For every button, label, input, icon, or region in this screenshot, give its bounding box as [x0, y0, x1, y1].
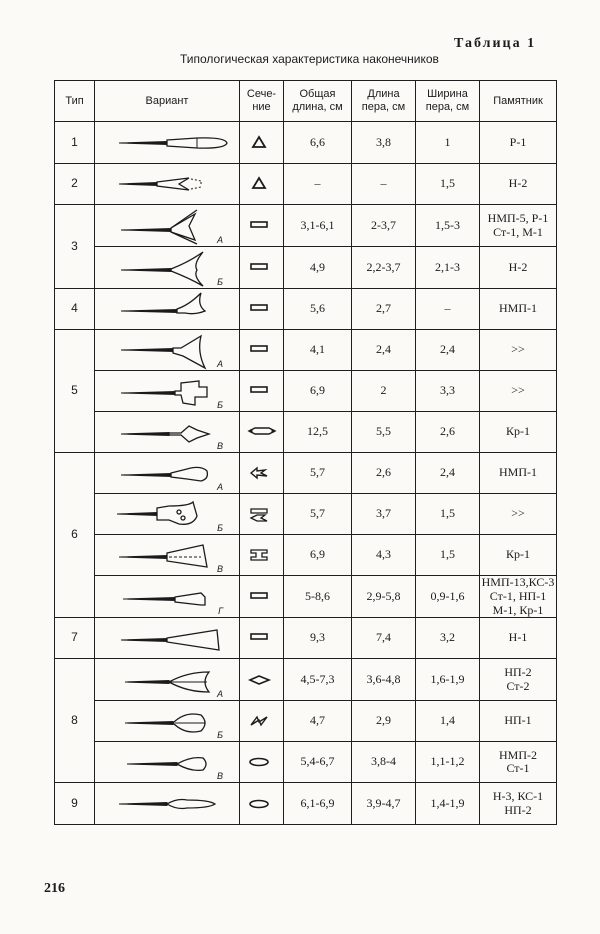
arrowhead-drawing-icon: [97, 577, 237, 617]
table-row: [55, 289, 557, 330]
monument-cell: НМП-1: [480, 289, 557, 330]
table-header-row: [55, 81, 557, 122]
type-cell: 5: [55, 330, 95, 453]
monument-cell: Н-3, КС-1 НП-2: [480, 783, 557, 825]
variant-cell: [95, 742, 240, 783]
variant-cell: [95, 122, 240, 164]
table-row: [55, 164, 557, 205]
triangle-section-icon: [247, 174, 277, 194]
blade-length-cell: 3,8: [352, 122, 416, 164]
variant-cell: [95, 659, 240, 701]
table-row: [55, 576, 557, 618]
table-row: [55, 330, 557, 371]
bar-section-icon: [247, 422, 277, 442]
rectangle-section-icon: [247, 258, 277, 278]
variant-cell: [95, 247, 240, 289]
total-length-cell: 3,1-6,1: [284, 205, 352, 247]
table-row: [55, 371, 557, 412]
section-cell: [240, 701, 284, 742]
section-cell: [240, 247, 284, 289]
table-row: [55, 535, 557, 576]
blade-length-cell: 2,6: [352, 453, 416, 494]
blade-length-cell: 4,3: [352, 535, 416, 576]
variant-letter: В: [216, 771, 223, 782]
variant-cell: [95, 535, 240, 576]
section-cell: [240, 289, 284, 330]
table-row: [55, 659, 557, 701]
total-length-cell: 4,5-7,3: [284, 659, 352, 701]
variant-letter: А: [216, 234, 223, 245]
monument-cell: Н-1: [480, 618, 557, 659]
monument-cell: Н-2: [480, 247, 557, 289]
rectangle-section-icon: [247, 216, 277, 236]
section-cell: [240, 494, 284, 535]
section-cell: [240, 205, 284, 247]
blade-length-cell: 5,5: [352, 412, 416, 453]
monument-cell: >>: [480, 494, 557, 535]
arrowhead-drawing-icon: [97, 618, 237, 658]
section-cell: [240, 535, 284, 576]
col-header-blade-width: Ширина пера, см: [416, 81, 480, 122]
monument-cell: НП-1: [480, 701, 557, 742]
variant-cell: [95, 494, 240, 535]
monument-cell: НМП-13,КС-3 Ст-1, НП-1 М-1, Кр-1: [480, 576, 557, 618]
table-row: [55, 412, 557, 453]
section-cell: [240, 453, 284, 494]
variant-cell: [95, 701, 240, 742]
total-length-cell: 4,7: [284, 701, 352, 742]
total-length-cell: 5,4-6,7: [284, 742, 352, 783]
blade-width-cell: 2,4: [416, 330, 480, 371]
page-number: 216: [44, 881, 65, 896]
rectangle-section-icon: [247, 381, 277, 401]
variant-letter: Г: [218, 606, 223, 617]
arrowhead-drawing-icon: [97, 289, 237, 329]
variant-letter: А: [216, 358, 223, 369]
variant-cell: [95, 783, 240, 825]
section-cell: [240, 122, 284, 164]
type-cell: 2: [55, 164, 95, 205]
section-cell: [240, 783, 284, 825]
monument-cell: Н-2: [480, 164, 557, 205]
rectangle-section-icon: [247, 628, 277, 648]
blade-length-cell: 2,2-3,7: [352, 247, 416, 289]
variant-letter: Б: [217, 730, 223, 741]
triangle-section-icon: [247, 133, 277, 153]
total-length-cell: 4,1: [284, 330, 352, 371]
blade-width-cell: 1,1-1,2: [416, 742, 480, 783]
table-row: [55, 453, 557, 494]
total-length-cell: 5-8,6: [284, 576, 352, 618]
zigzag-section-icon: [247, 711, 277, 731]
blade-length-cell: –: [352, 164, 416, 205]
monument-cell: НМП-5, Р-1 Ст-1, М-1: [480, 205, 557, 247]
rectangle-section-icon: [247, 299, 277, 319]
monument-cell: НП-2 Ст-2: [480, 659, 557, 701]
variant-letter: А: [216, 481, 223, 492]
rectangle-section-icon: [247, 340, 277, 360]
monument-cell: >>: [480, 330, 557, 371]
ellipse-section-icon: [247, 752, 277, 772]
blade-length-cell: 2,9-5,8: [352, 576, 416, 618]
total-length-cell: 5,7: [284, 494, 352, 535]
blade-length-cell: 3,9-4,7: [352, 783, 416, 825]
variant-cell: [95, 576, 240, 618]
table-caption: Типологическая характеристика наконечников: [180, 52, 439, 66]
section-cell: [240, 659, 284, 701]
monument-cell: Р-1: [480, 122, 557, 164]
table-row: [55, 205, 557, 247]
table-row: [55, 742, 557, 783]
total-length-cell: 4,9: [284, 247, 352, 289]
double-arrow-section-icon: [247, 504, 277, 524]
arrowhead-drawing-icon: [97, 784, 237, 824]
variant-letter: Б: [217, 399, 223, 410]
table-row: [55, 701, 557, 742]
arrowhead-drawing-icon: [97, 123, 237, 163]
arrowhead-drawing-icon: [97, 248, 237, 288]
type-cell: 7: [55, 618, 95, 659]
blade-length-cell: 2: [352, 371, 416, 412]
total-length-cell: 6,9: [284, 371, 352, 412]
total-length-cell: 9,3: [284, 618, 352, 659]
table-row: [55, 494, 557, 535]
variant-letter: Б: [217, 276, 223, 287]
blade-width-cell: 1,6-1,9: [416, 659, 480, 701]
monument-cell: НМП-1: [480, 453, 557, 494]
variant-cell: [95, 412, 240, 453]
blade-width-cell: 1,4-1,9: [416, 783, 480, 825]
blade-length-cell: 2,4: [352, 330, 416, 371]
blade-length-cell: 2-3,7: [352, 205, 416, 247]
arrowhead-drawing-icon: [97, 164, 237, 204]
blade-width-cell: –: [416, 289, 480, 330]
variant-cell: [95, 453, 240, 494]
i-beam-section-icon: [247, 545, 277, 565]
blade-width-cell: 1: [416, 122, 480, 164]
arrowhead-drawing-icon: [97, 701, 237, 741]
table-row: [55, 618, 557, 659]
blade-width-cell: 0,9-1,6: [416, 576, 480, 618]
section-cell: [240, 330, 284, 371]
blade-width-cell: 1,4: [416, 701, 480, 742]
variant-cell: [95, 371, 240, 412]
blade-width-cell: 1,5: [416, 494, 480, 535]
section-cell: [240, 742, 284, 783]
blade-width-cell: 3,2: [416, 618, 480, 659]
arrowhead-drawing-icon: [97, 371, 237, 411]
type-cell: 3: [55, 205, 95, 289]
arrowhead-drawing-icon: [97, 494, 237, 534]
variant-cell: [95, 618, 240, 659]
variant-cell: [95, 289, 240, 330]
monument-cell: НМП-2 Ст-1: [480, 742, 557, 783]
variant-letter: В: [216, 440, 223, 451]
rectangle-section-icon: [247, 587, 277, 607]
blade-width-cell: 2,1-3: [416, 247, 480, 289]
blade-width-cell: 1,5-3: [416, 205, 480, 247]
blade-length-cell: 2,9: [352, 701, 416, 742]
col-header-section: Сече- ние: [240, 81, 284, 122]
total-length-cell: 12,5: [284, 412, 352, 453]
type-cell: 9: [55, 783, 95, 825]
section-cell: [240, 164, 284, 205]
type-cell: 1: [55, 122, 95, 164]
ellipse-section-icon: [247, 794, 277, 814]
table-row: [55, 122, 557, 164]
blade-length-cell: 7,4: [352, 618, 416, 659]
blade-length-cell: 3,7: [352, 494, 416, 535]
type-cell: 8: [55, 659, 95, 783]
total-length-cell: 5,6: [284, 289, 352, 330]
table-row: [55, 247, 557, 289]
col-header-type: Тип: [55, 81, 95, 122]
blade-width-cell: 2,4: [416, 453, 480, 494]
table-row: [55, 783, 557, 825]
section-cell: [240, 412, 284, 453]
section-cell: [240, 576, 284, 618]
monument-cell: Кр-1: [480, 535, 557, 576]
total-length-cell: –: [284, 164, 352, 205]
variant-cell: [95, 205, 240, 247]
col-header-blade-length: Длина пера, см: [352, 81, 416, 122]
type-cell: 6: [55, 453, 95, 618]
blade-width-cell: 1,5: [416, 164, 480, 205]
blade-width-cell: 2,6: [416, 412, 480, 453]
total-length-cell: 6,9: [284, 535, 352, 576]
blade-width-cell: 3,3: [416, 371, 480, 412]
total-length-cell: 5,7: [284, 453, 352, 494]
blade-length-cell: 2,7: [352, 289, 416, 330]
variant-letter: Б: [217, 522, 223, 533]
variant-cell: [95, 330, 240, 371]
variant-letter: А: [216, 689, 223, 700]
blade-width-cell: 1,5: [416, 535, 480, 576]
blade-length-cell: 3,8-4: [352, 742, 416, 783]
monument-cell: >>: [480, 371, 557, 412]
section-cell: [240, 371, 284, 412]
blade-length-cell: 3,6-4,8: [352, 659, 416, 701]
variant-letter: В: [216, 563, 223, 574]
typology-table: [54, 80, 557, 825]
arrow-section-icon: [247, 463, 277, 483]
total-length-cell: 6,6: [284, 122, 352, 164]
rhombus-section-icon: [247, 670, 277, 690]
table-label: Таблица 1: [454, 36, 537, 51]
monument-cell: Кр-1: [480, 412, 557, 453]
col-header-total-length: Общая длина, см: [284, 81, 352, 122]
total-length-cell: 6,1-6,9: [284, 783, 352, 825]
type-cell: 4: [55, 289, 95, 330]
variant-cell: [95, 164, 240, 205]
col-header-variant: Вариант: [95, 81, 240, 122]
col-header-monument: Памятник: [480, 81, 557, 122]
section-cell: [240, 618, 284, 659]
